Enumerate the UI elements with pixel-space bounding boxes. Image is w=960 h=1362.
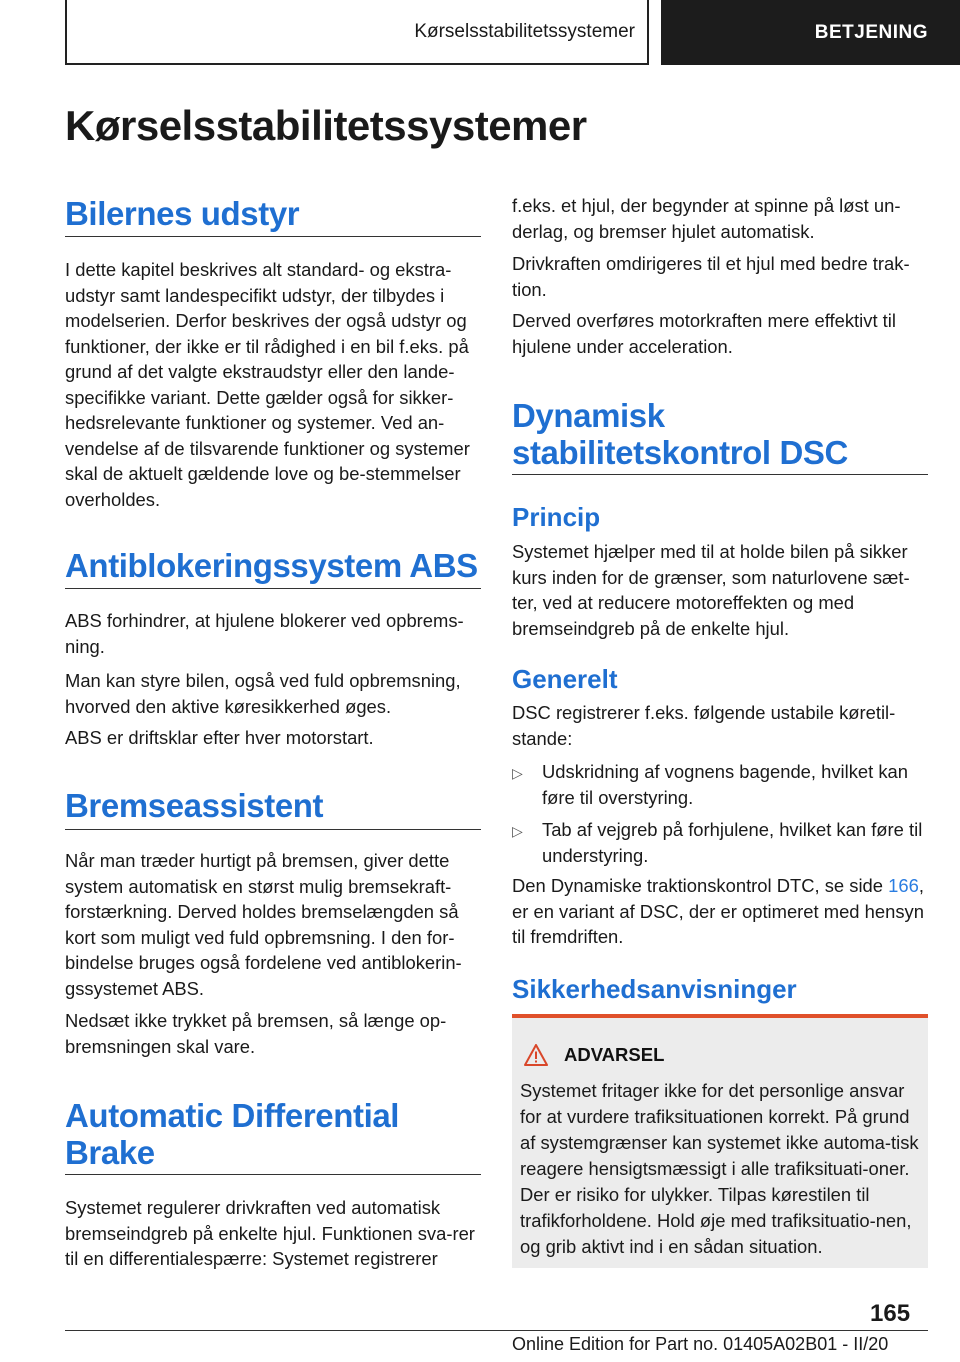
list-item (512, 817, 928, 869)
warning-box (512, 1014, 928, 1268)
warning-title: ADVARSEL (564, 1044, 665, 1065)
list-item-text: Tab af vejgreb på forhjulene, hvilket kan føre til understyring. (542, 819, 923, 866)
header-chapter-tab (661, 0, 960, 65)
warning-header (520, 1044, 664, 1066)
paragraph-adb: Systemet regulerer drivkraften ved automatisk bremseindgreb på enkelte hjul. Funktionen sva-rer til en differentialespærre: Systemet registrerer (65, 1197, 475, 1269)
list-item-text: Udskridning af vognens bagende, hvilket kan føre til overstyring. (542, 761, 909, 808)
paragraph-princip: Systemet hjælper med til at holde bilen på sikker kurs inden for de grænser, som naturlovene sæt-ter, ved at reducere motoreffekten og med bremseindgreb på de enkelte hjul. (512, 541, 910, 639)
heading-bilernes-udstyr: Bilernes udstyr (65, 195, 300, 232)
bullet-triangle-icon: ▷ (512, 765, 523, 781)
paragraph-bremseassistent-1: Når man træder hurtigt på bremsen, giver dette system automatisk en størst mulig bremsekraft-forstærkning. Derved holdes bremselængden så kort som muligt ved fuld opbremsning. I den for-bindelse bruges også fordelene ved antiblokerin-gssystemet ABS. (65, 850, 462, 999)
heading-rule (65, 829, 481, 830)
paragraph-dtc (512, 873, 928, 950)
paragraph-adb-cont-3: Derved overføres motorkraften mere effektivt til hjulene under acceleration. (512, 310, 896, 357)
footer-rule (65, 1330, 928, 1331)
heading-dsc: Dynamisk stabilitetskontrol DSC (512, 397, 848, 471)
page-title: Kørselsstabilitetssystemer (65, 102, 587, 149)
paragraph-adb-cont-1: f.eks. et hjul, der begynder at spinne på løst un-derlag, og bremser hjulet automatisk. (512, 195, 901, 242)
subheading-sikkerhedsanvisninger: Sikkerhedsanvisninger (512, 974, 797, 1004)
header-section-tab (65, 0, 649, 65)
paragraph-bilernes-udstyr: I dette kapitel beskrives alt standard- og ekstra-udstyr samt landespecifikt udstyr, der tilbydes i modelserien. Derfor beskrives der også udstyr og funktioner, der ikke er til rådighed i en bil f.eks. på grund af det valgte ekstraudstyr eller den lande-specifikke variant. Dette gælder også for sikker-hedsrelevante funktioner og systemer. Ved an-vendelse af de tilsvarende funktioner og systemer skal de aktuelt gældende love og be-stemmelser overholdes. (65, 259, 470, 510)
paragraph-generelt: DSC registrerer f.eks. følgende ustabile køretil-stande: (512, 702, 896, 749)
heading-rule (65, 236, 481, 237)
heading-rule (512, 474, 928, 475)
subheading-generelt: Generelt (512, 664, 618, 694)
list-item (512, 759, 928, 811)
paragraph-dtc-after: , er en variant af DSC, der er optimeret med hensyn til fremdriften. (512, 875, 924, 947)
footer-edition: Online Edition for Part no. 01405A02B01 - II/20 (512, 1334, 889, 1354)
header-section-title: Kørselsstabilitetssystemer (414, 20, 635, 42)
bullet-triangle-icon: ▷ (512, 823, 523, 839)
paragraph-dtc-before: Den Dynamiske traktionskontrol DTC, se side (512, 875, 889, 896)
page-number: 165 (870, 1300, 911, 1327)
paragraph-abs-2: Man kan styre bilen, også ved fuld opbremsning, hvorved den aktive køresikkerhed øges. (65, 670, 461, 717)
paragraph-abs-1: ABS forhindrer, at hjulene blokerer ved opbrems-ning. (65, 610, 464, 657)
paragraph-bremseassistent-2: Nedsæt ikke trykket på bremsen, så længe op-bremsningen skal vare. (65, 1010, 447, 1057)
header-chapter-label: BETJENING (814, 21, 928, 43)
heading-rule (65, 588, 481, 589)
warning-text: Systemet fritager ikke for det personlige ansvar for at vurdere trafiksituationen korrekt. På grund af systemgrænser kan systemet ikke automa-tisk reagere hensigtsmæssigt i alle trafiksituati-oner. Der er risiko for ulykker. Tilpas kørestilen til trafikforholdene. Hold øje med trafiksituatio-nen, og grib aktivt ind i en sådan situation. (520, 1080, 919, 1257)
heading-rule (65, 1174, 481, 1175)
heading-abs: Antiblokeringssystem ABS (65, 547, 478, 584)
warning-triangle-icon (524, 1044, 548, 1066)
paragraph-adb-cont-2: Drivkraften omdirigeres til et hjul med bedre trak-tion. (512, 253, 910, 300)
heading-bremseassistent: Bremseassistent (65, 787, 324, 824)
page-reference-link[interactable]: 166 (888, 875, 919, 896)
paragraph-abs-3: ABS er driftsklar efter hver motorstart. (65, 727, 374, 748)
heading-automatic-differential-brake: Automatic Differential Brake (65, 1097, 400, 1171)
subheading-princip: Princip (512, 502, 601, 532)
